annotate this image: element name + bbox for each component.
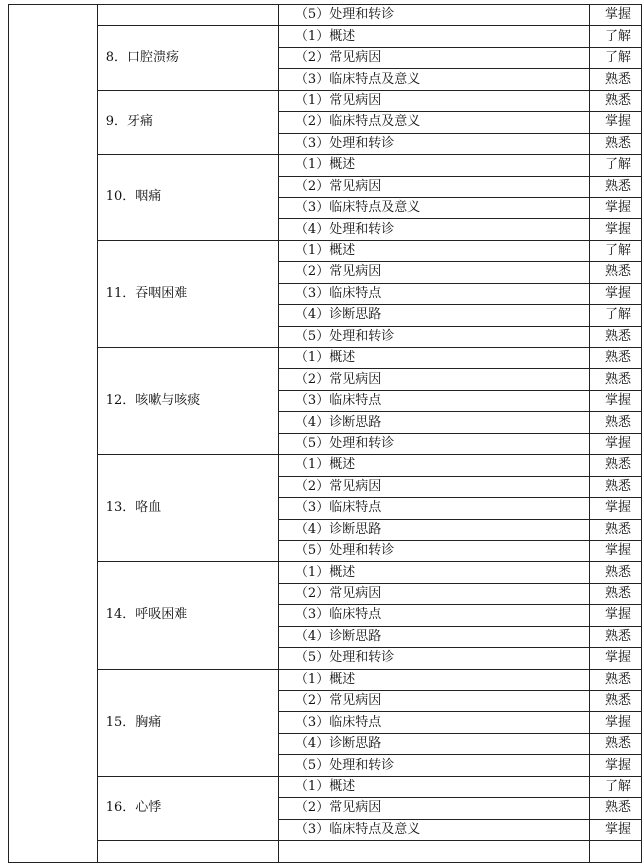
item-label: （1）概述: [278, 562, 589, 583]
item-label: （1）概述: [278, 155, 589, 176]
mastery-level: 熟悉: [589, 90, 641, 111]
mastery-level: 熟悉: [589, 798, 641, 819]
mastery-level: 熟悉: [589, 326, 641, 347]
item-label: （5）处理和转诊: [278, 326, 589, 347]
item-label: （5）处理和转诊: [278, 755, 589, 776]
item-label: （3）临床特点: [278, 605, 589, 626]
empty-cell: [278, 841, 589, 862]
mastery-level: 掌握: [589, 390, 641, 411]
topic-title: 9．牙痛: [97, 90, 278, 154]
mastery-level: 熟悉: [589, 262, 641, 283]
mastery-level: 了解: [589, 305, 641, 326]
item-label: （3）临床特点: [278, 390, 589, 411]
syllabus-table-body: [9, 5, 642, 863]
table-row: [9, 5, 642, 26]
table-row: [9, 155, 642, 176]
mastery-level: 熟悉: [589, 133, 641, 154]
item-label: （4）诊断思路: [278, 412, 589, 433]
item-label: （5）处理和转诊: [278, 540, 589, 561]
mastery-level: 掌握: [589, 5, 641, 26]
topic-title: 13．咯血: [97, 455, 278, 562]
mastery-level: 掌握: [589, 819, 641, 840]
item-label: （4）诊断思路: [278, 733, 589, 754]
mastery-level: 掌握: [589, 219, 641, 240]
table-row: [9, 562, 642, 583]
item-label: （2）常见病因: [278, 262, 589, 283]
mastery-level: 掌握: [589, 605, 641, 626]
mastery-level: 熟悉: [589, 626, 641, 647]
mastery-level: 熟悉: [589, 562, 641, 583]
mastery-level: 熟悉: [589, 69, 641, 90]
table-row: [9, 348, 642, 369]
mastery-level: 熟悉: [589, 733, 641, 754]
table-row: [9, 776, 642, 797]
table-row: [9, 90, 642, 111]
item-label: （2）常见病因: [278, 583, 589, 604]
mastery-level: 掌握: [589, 648, 641, 669]
topic-title: 12．咳嗽与咳痰: [97, 348, 278, 455]
mastery-level: 熟悉: [589, 455, 641, 476]
topic-title: 10．咽痛: [97, 155, 278, 241]
mastery-level: 熟悉: [589, 669, 641, 690]
syllabus-table: [8, 4, 642, 863]
item-label: （1）常见病因: [278, 90, 589, 111]
item-label: （2）常见病因: [278, 798, 589, 819]
item-label: （2）临床特点及意义: [278, 112, 589, 133]
item-label: （4）诊断思路: [278, 519, 589, 540]
mastery-level: 熟悉: [589, 476, 641, 497]
item-label: （2）常见病因: [278, 176, 589, 197]
empty-cell: [589, 841, 641, 862]
table-row: [9, 669, 642, 690]
item-label: （1）概述: [278, 455, 589, 476]
item-label: （5）处理和转诊: [278, 5, 589, 26]
item-label: （1）概述: [278, 240, 589, 261]
mastery-level: 了解: [589, 240, 641, 261]
mastery-level: 熟悉: [589, 691, 641, 712]
item-label: （3）临床特点及意义: [278, 69, 589, 90]
item-label: （3）临床特点: [278, 712, 589, 733]
item-label: （3）临床特点: [278, 498, 589, 519]
empty-cell: [97, 841, 278, 862]
item-label: （4）处理和转诊: [278, 219, 589, 240]
mastery-level: 熟悉: [589, 369, 641, 390]
item-label: （3）临床特点: [278, 283, 589, 304]
item-label: （5）处理和转诊: [278, 433, 589, 454]
item-label: （3）临床特点及意义: [278, 197, 589, 218]
topic-title: 11．吞咽困难: [97, 240, 278, 347]
mastery-level: 了解: [589, 155, 641, 176]
topic-title: 14．呼吸困难: [97, 562, 278, 669]
mastery-level: 了解: [589, 26, 641, 47]
topic-title: 15．胸痛: [97, 669, 278, 776]
item-label: （1）概述: [278, 776, 589, 797]
item-label: （1）概述: [278, 348, 589, 369]
mastery-level: 掌握: [589, 433, 641, 454]
item-label: （1）概述: [278, 26, 589, 47]
item-label: （2）常见病因: [278, 691, 589, 712]
topic-title: 16．心悸: [97, 776, 278, 840]
item-label: （3）临床特点及意义: [278, 819, 589, 840]
mastery-level: 掌握: [589, 755, 641, 776]
topic-title: 8．口腔溃疡: [97, 26, 278, 90]
mastery-level: 熟悉: [589, 412, 641, 433]
item-label: （4）诊断思路: [278, 626, 589, 647]
mastery-level: 掌握: [589, 712, 641, 733]
item-label: （2）常见病因: [278, 47, 589, 68]
mastery-level: 熟悉: [589, 176, 641, 197]
mastery-level: 掌握: [589, 197, 641, 218]
table-row: [9, 455, 642, 476]
mastery-level: 了解: [589, 776, 641, 797]
mastery-level: 了解: [589, 47, 641, 68]
mastery-level: 掌握: [589, 112, 641, 133]
mastery-level: 熟悉: [589, 583, 641, 604]
item-label: （2）常见病因: [278, 476, 589, 497]
mastery-level: 熟悉: [589, 519, 641, 540]
topic-title: [97, 5, 278, 26]
table-row: [9, 26, 642, 47]
mastery-level: 熟悉: [589, 348, 641, 369]
table-row: [9, 841, 642, 862]
table-row: [9, 240, 642, 261]
item-label: （3）处理和转诊: [278, 133, 589, 154]
item-label: （5）处理和转诊: [278, 648, 589, 669]
mastery-level: 掌握: [589, 540, 641, 561]
item-label: （2）常见病因: [278, 369, 589, 390]
item-label: （1）概述: [278, 669, 589, 690]
item-label: （4）诊断思路: [278, 305, 589, 326]
mastery-level: 掌握: [589, 498, 641, 519]
mastery-level: 掌握: [589, 283, 641, 304]
category-cell: [9, 5, 98, 863]
